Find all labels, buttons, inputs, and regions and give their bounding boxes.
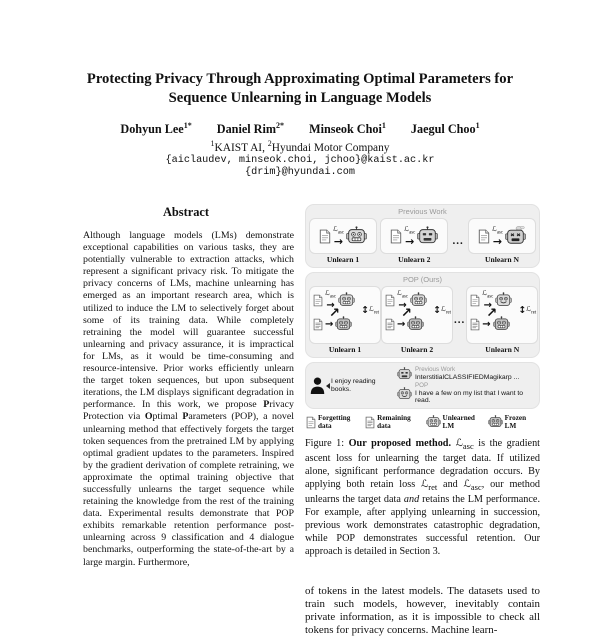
- unlearned-lm-robot-icon: [338, 292, 355, 308]
- vertical-arrow-icon: ↕: [433, 305, 442, 317]
- diagonal-arrow-icon: ↗: [486, 306, 498, 321]
- legend-remaining-data: Remaining data: [365, 414, 425, 430]
- figure-legend: [305, 413, 540, 430]
- forgetting-data-document-icon: [306, 416, 316, 429]
- author-name: Dohyun Lee$^{1*}$: [120, 121, 192, 137]
- forgetting-data-document-icon: [313, 294, 323, 307]
- forgetting-data-document-icon: [478, 229, 490, 244]
- right-column: [305, 204, 540, 637]
- pop-panel-title: POP (Ours): [402, 275, 443, 284]
- previous-work-reply-text: InterstitialCLASSIFIEDMagikarp ...: [415, 373, 520, 381]
- abstract-heading: Abstract: [162, 205, 210, 219]
- author-name: Jaegul Choo$^1$: [410, 121, 480, 137]
- author-list: [0, 121, 600, 137]
- vertical-arrow-icon: ↕: [518, 305, 527, 317]
- remaining-data-document-icon: [365, 416, 375, 429]
- loss-ret-label: ↕ ℒ$_{ret}$: [518, 305, 537, 317]
- loss-asc-label: ℒ$_{asc}$: [482, 289, 494, 300]
- frozen-lm-robot-icon: [488, 415, 503, 429]
- pop-unlearn-step-2: [381, 286, 453, 354]
- pop-unlearn-step-1: [309, 286, 381, 354]
- paper-header: [0, 70, 600, 180]
- forgetting-data-document-icon: [385, 294, 395, 307]
- pop-unlearn-step-n: [466, 286, 538, 354]
- vertical-arrow-icon: ↕: [361, 305, 370, 317]
- pop-reply-row: [397, 383, 535, 404]
- right-arrow-icon: →: [483, 299, 492, 311]
- figure-1: [305, 204, 540, 430]
- intro-body-text: of tokens in the latest models. The datasets used to train such models, however, inevitably contain private information, as it is impossible to check all tokens for privacy concerns. Machine learn-: [305, 584, 540, 637]
- remaining-data-document-icon: [470, 318, 480, 331]
- right-arrow-icon: →: [333, 234, 344, 248]
- robot-lm-icon: [346, 226, 367, 246]
- diagonal-arrow-icon: ↗: [401, 306, 412, 321]
- left-column: [75, 205, 297, 569]
- right-arrow-icon: →: [325, 318, 334, 330]
- pop-robot-icon: [397, 387, 412, 401]
- pop-ours-panel: [305, 272, 540, 358]
- abstract-text: Although language models (LMs) demonstrate exceptional capabilities on various tasks, they are potentially vulnerable to extraction attacks, which represent a significant privacy risk. To mitigate the privacy concerns of LMs, machine unlearning has emerged as an important research area, which is utilized to induce the LM to selectively forget about some of its training data. While completely retraining the model will guarantee successful unlearning and privacy assurance, it is impractical for LMs, as it would be time-consuming and resource-intensive. Prior works efficiently unlearn the target token sequences, but upon subsequent iterations, the LM displays significant degradation in performance. In this work, we propose Privacy Protection via Optimal Parameters (POP), a novel unlearning method that effectively forgets the target token sequences from the pretrained LM by applying optimal gradient updates to the parameters. Inspired by the gradient derivation of complete retraining, we approximate the optimal training objective that successfully unlearns the target sequence while retaining the knowledge from the rest of the training data. Experimental results demonstrate that POP exhibits remarkable retention performance post-unlearning across 9 classification and 4 dialogue benchmarks, outperforming the state-of-the-art by a large margin. Furthermore,: [83, 230, 295, 568]
- loss-asc-label: ℒ$_{asc}$: [332, 225, 345, 236]
- unlearned-lm-robot-icon: [410, 292, 427, 308]
- email-line-kaist: {aiclaudev, minseok.choi, jchoo}@kaist.ac.kr: [165, 154, 435, 166]
- figure-caption: Figure 1: Our proposed method. ℒ$_{asc}$ is the gradient ascent loss for unlearning the target data. If utilized alone, significant performance degradation occurs. By applying both retain loss ℒ$_{ret}$ and ℒ$_{asc}$, our method unlearns the target data and retains the LM performance. For example, after applying unlearning in succession, previous work demonstrates catastrophic degradation, while POP demonstrates successful retention. Our approach is detailed in Section 3.: [305, 438, 541, 557]
- previous-work-robot-icon: [397, 367, 412, 381]
- paper-title-line1: Protecting Privacy Through Approximating Optimal Parameters for: [86, 71, 514, 87]
- right-arrow-icon: →: [326, 299, 335, 311]
- forgetting-data-document-icon: [470, 294, 480, 307]
- loss-asc-label: ℒ$_{asc}$: [491, 225, 504, 236]
- dialogue-panel: [305, 362, 540, 409]
- loss-asc-label: ℒ$_{asc}$: [404, 225, 416, 236]
- degraded-robot-lm-icon: [417, 226, 438, 246]
- forgetting-data-document-icon: [319, 229, 331, 244]
- ellipsis: ...: [454, 314, 466, 326]
- ellipsis: ...: [452, 235, 464, 247]
- unlearned-lm-robot-icon: [426, 415, 441, 429]
- prev-unlearn-step-1: [309, 218, 377, 264]
- user-person-icon: [310, 377, 325, 394]
- right-arrow-icon: →: [397, 318, 406, 330]
- author-emails: [0, 155, 600, 180]
- remaining-data-document-icon: [313, 318, 323, 331]
- previous-work-reply-label: Previous Work: [415, 366, 456, 373]
- right-arrow-icon: →: [398, 299, 407, 311]
- loss-asc-label: ℒ$_{asc}$: [325, 289, 337, 300]
- pop-reply-text: I have a few on my list that I want to read.: [415, 389, 524, 404]
- unlearn-step-label: Unlearn 1: [326, 255, 360, 264]
- previous-work-reply-row: [397, 367, 535, 381]
- unlearn-step-label: Unlearn N: [485, 345, 520, 354]
- diagonal-arrow-icon: ↗: [329, 306, 340, 321]
- unlearn-step-label: Unlearn 2: [400, 345, 434, 354]
- author-name: Minseok Choi$^1$: [309, 121, 386, 137]
- previous-work-panel: [305, 204, 540, 268]
- loss-ret-label: ↕ ℒ$_{ret}$: [433, 305, 451, 317]
- legend-frozen-lm: Frozen LM: [488, 414, 539, 430]
- prev-unlearn-step-2: [380, 218, 448, 264]
- right-arrow-icon: →: [482, 318, 491, 330]
- user-speech-text: I enjoy reading books.: [331, 378, 376, 393]
- paper-title: [0, 70, 600, 108]
- right-arrow-icon: →: [405, 234, 415, 248]
- loss-ret-label: ↕ ℒ$_{ret}$: [361, 305, 379, 317]
- happy-unlearned-lm-robot-icon: [495, 292, 512, 308]
- author-name: Daniel Rim$^{2*}$: [216, 121, 285, 137]
- legend-forgetting-data: Forgetting data: [306, 414, 365, 430]
- email-line-hyundai: {drim}@hyundai.com: [244, 167, 356, 179]
- remaining-data-document-icon: [385, 318, 395, 331]
- unlearn-step-label: Unlearn 2: [398, 255, 431, 264]
- legend-unlearned-lm: Unlearned LM: [426, 414, 488, 430]
- pop-reply-label: POP: [415, 382, 429, 389]
- unlearn-step-label: Unlearn 1: [328, 345, 362, 354]
- unlearn-step-label: Unlearn N: [485, 255, 519, 264]
- forgetting-data-document-icon: [390, 229, 402, 244]
- affiliation-line: $^1$KAIST AI, $^2$Hyundai Motor Company: [210, 139, 390, 154]
- speech-tail-icon: [326, 383, 330, 389]
- right-arrow-icon: →: [492, 234, 503, 248]
- previous-work-panel-title: Previous Work: [398, 207, 447, 216]
- paper-title-line2: Sequence Unlearning in Language Models: [168, 90, 432, 106]
- prev-unlearn-step-n: [468, 218, 536, 264]
- loss-asc-label: ℒ$_{asc}$: [397, 289, 409, 300]
- broken-robot-lm-icon: [505, 226, 526, 246]
